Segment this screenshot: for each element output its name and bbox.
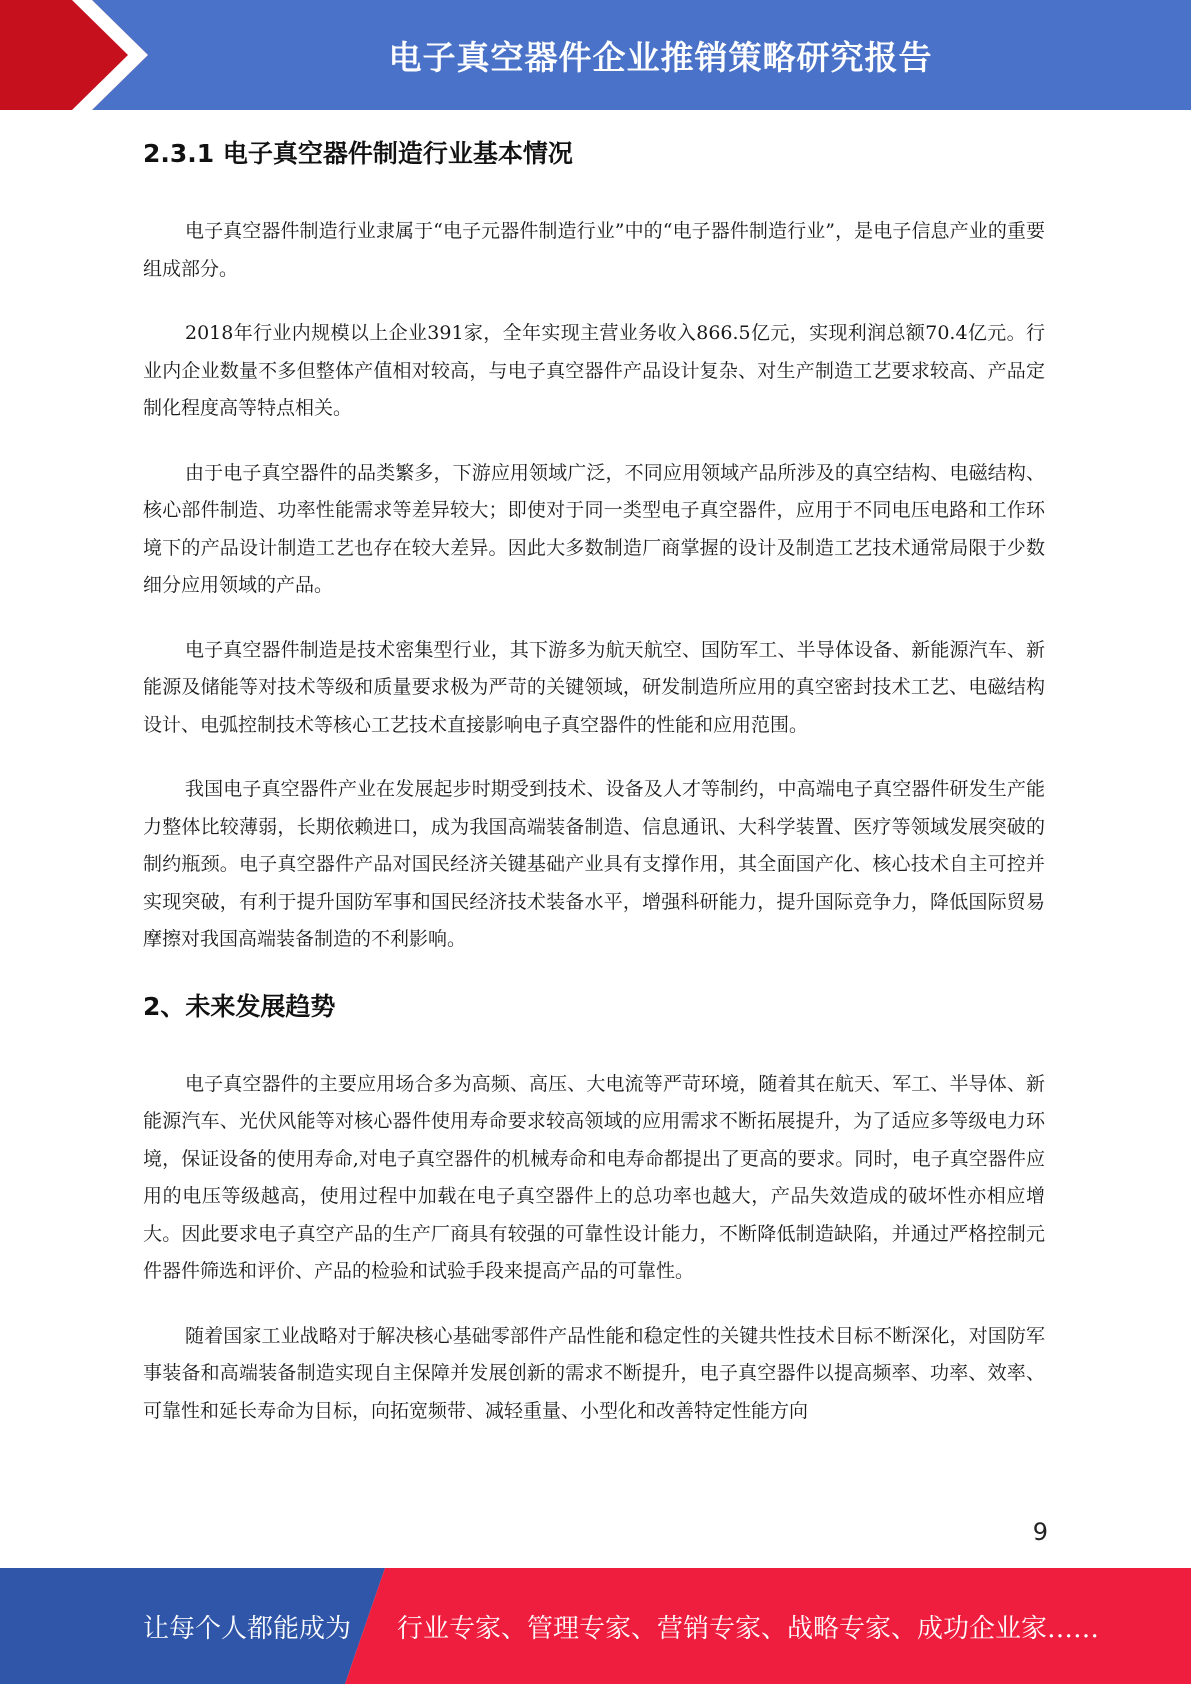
paragraph: 2018年行业内规模以上企业391家，全年实现主营业务收入866.5亿元，实现利润总额70.4亿元。行业内企业数量不多但整体产值相对较高，与电子真空器件产品设计复杂、对生产制造工艺要求较高、产品定制化程度高等特点相关。: [143, 322, 1045, 419]
paragraph: 电子真空器件制造行业隶属于“电子元器件制造行业”中的“电子器件制造行业”，是电子信息产业的重要组成部分。: [143, 220, 1045, 280]
footer-slogan-left: 让每个人都能成为: [143, 1613, 352, 1644]
header-title: 电子真空器件企业推销策略研究报告: [388, 37, 933, 77]
paragraph: 我国电子真空器件产业在发展起步时期受到技术、设备及人才等制约，中高端电子真空器件研发生产能力整体比较薄弱，长期依赖进口，成为我国高端装备制造、信息通讯、大科学装置、医疗等领域发展突破的制约瓶颈。电子真空器件产品对国民经济关键基础产业具有支撑作用，其全面国产化、核心技术自主可控并实现突破，有利于提升国防军事和国民经济技术装备水平，增强科研能力，提升国际竞争力，降低国际贸易摩擦对我国高端装备制造的不利影响。: [143, 778, 1045, 950]
main-content: [143, 122, 1045, 1430]
page-header: [0, 0, 1191, 110]
page-footer: [0, 1568, 1191, 1684]
page-number: 9: [1032, 1518, 1048, 1546]
paragraph: 电子真空器件制造是技术密集型行业，其下游多为航天航空、国防军工、半导体设备、新能源汽车、新能源及储能等对技术等级和质量要求极为严苛的关键领域，研发制造所应用的真空密封技术工艺、电磁结构设计、电弧控制技术等核心工艺技术直接影响电子真空器件的性能和应用范围。: [143, 638, 1045, 736]
section-heading-future-trends: 2、未来发展趋势: [143, 991, 336, 1021]
paragraph: 电子真空器件的主要应用场合多为高频、高压、大电流等严苛环境，随着其在航天、军工、半导体、新能源汽车、光伏风能等对核心器件使用寿命要求较高领域的应用需求不断拓展提升，为了适应多等级电力环境，保证设备的使用寿命,对电子真空器件的机械寿命和电寿命都提出了更高的要求。同时，电子真空器件应用的电压等级越高，使用过程中加载在电子真空器件上的总功率也越大，产品失效造成的破坏性亦相应增大。因此要求电子真空产品的生产厂商具有较强的可靠性设计能力，不断降低制造缺陷，并通过严格控制元件器件筛选和评价、产品的检验和试验手段来提高产品的可靠性。: [143, 1072, 1045, 1282]
header-arrow-decoration: [0, 0, 160, 110]
paragraph: 随着国家工业战略对于解决核心基础零部件产品性能和稳定性的关键共性技术目标不断深化，对国防军事装备和高端装备制造实现自主保障并发展创新的需求不断提升，电子真空器件以提高频率、功率、效率、可靠性和延长寿命为目标，向拓宽频带、减轻重量、小型化和改善特定性能方向: [143, 1324, 1045, 1422]
paragraph: 由于电子真空器件的品类繁多，下游应用领域广泛，不同应用领域产品所涉及的真空结构、电磁结构、核心部件制造、功率性能需求等差异较大；即使对于同一类型电子真空器件，应用于不同电压电路和工作环境下的产品设计制造工艺也存在较大差异。因此大多数制造厂商掌握的设计及制造工艺技术通常局限于少数细分应用领域的产品。: [143, 461, 1045, 596]
footer-slogan-right: 行业专家、管理专家、营销专家、战略专家、成功企业家……: [397, 1613, 1100, 1644]
section-heading-basic-situation: 2.3.1 电子真空器件制造行业基本情况: [143, 139, 573, 168]
